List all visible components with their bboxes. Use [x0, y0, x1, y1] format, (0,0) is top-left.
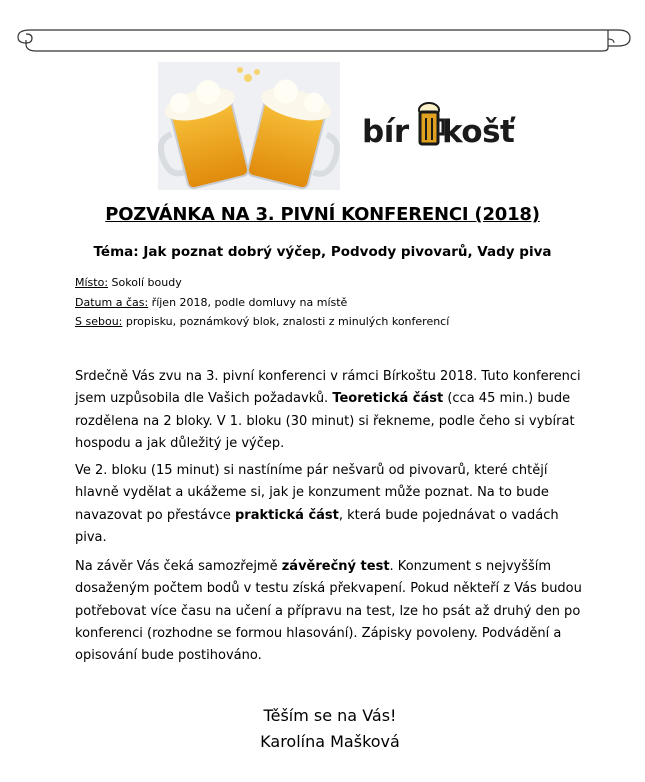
p1-text-b: (cca 45 min.) bude rozdělena na 2 bloky. V 1. bloku (30 minut) si řekneme, podle čeho si vybírat hospodu a jak důležitý je výčep. [75, 391, 575, 451]
beer-mugs-image [158, 62, 340, 190]
p3-bold: závěrečný test [281, 559, 390, 574]
detail-place-label: Místo: [75, 276, 109, 289]
logo-text-right: košť [442, 114, 515, 150]
paragraph-intro [75, 366, 585, 455]
logo-text-left: bír [362, 114, 409, 150]
p2-bold: praktická část [235, 507, 339, 523]
birkost-logo [360, 100, 515, 160]
topic-subtitle: Téma: Jak poznat dobrý výčep, Podvody pivovarů, Vady piva [93, 244, 552, 260]
p3-text-b: . Konzument s nejvyšším dosaženým počtem bodů v testu získá překvapení. Pokud někteří z Vás budou potřebovat více času na učení a přípravu na test, lze ho psát až druhý den po konferenci (rozhodne se formou hlasování). Zápisky povoleny. Podvádění a opisování bude postihováno. [75, 559, 582, 664]
p2-text-b: , která bude pojednávat o vadách piva. [75, 507, 559, 545]
detail-date-label: Datum a čas: [75, 296, 149, 309]
detail-bring-value: propisku, poznámkový blok, znalosti z minulých konferencí [122, 315, 450, 328]
closing-greeting: Těším se na Vás! [263, 706, 397, 725]
detail-bring-label: S sebou: [75, 315, 123, 328]
detail-bring [75, 315, 449, 328]
scroll-banner-decoration [12, 26, 633, 52]
paragraph-final-test [75, 556, 585, 667]
detail-place [75, 276, 182, 289]
detail-date-value: říjen 2018, podle domluvy na místě [148, 296, 348, 309]
detail-date [75, 296, 347, 309]
paragraph-second-block [75, 460, 585, 549]
signature-name: Karolína Mašková [260, 732, 400, 751]
p1-bold: Teoretická část [332, 391, 444, 407]
p2-text-a: Ve 2. bloku (15 minut) si nastíníme pár nešvarů od pivovarů, které chtějí hlavně vydělat a ukážeme si, jak je konzument může poznat. Na to bude navazovat po přestávce [75, 463, 549, 523]
p1-text-a: Srdečně Vás zvu na 3. pivní konferenci v rámci Bírkoštu 2018. Tuto konferenci jsem uzpůsobila dle Vašich požadavků. [75, 369, 581, 407]
detail-place-value: Sokolí boudy [108, 276, 182, 289]
page-title: POZVÁNKA NA 3. PIVNÍ KONFERENCI (2018) [105, 204, 540, 225]
p3-text-a: Na závěr Vás čeká samozřejmě [75, 559, 282, 574]
